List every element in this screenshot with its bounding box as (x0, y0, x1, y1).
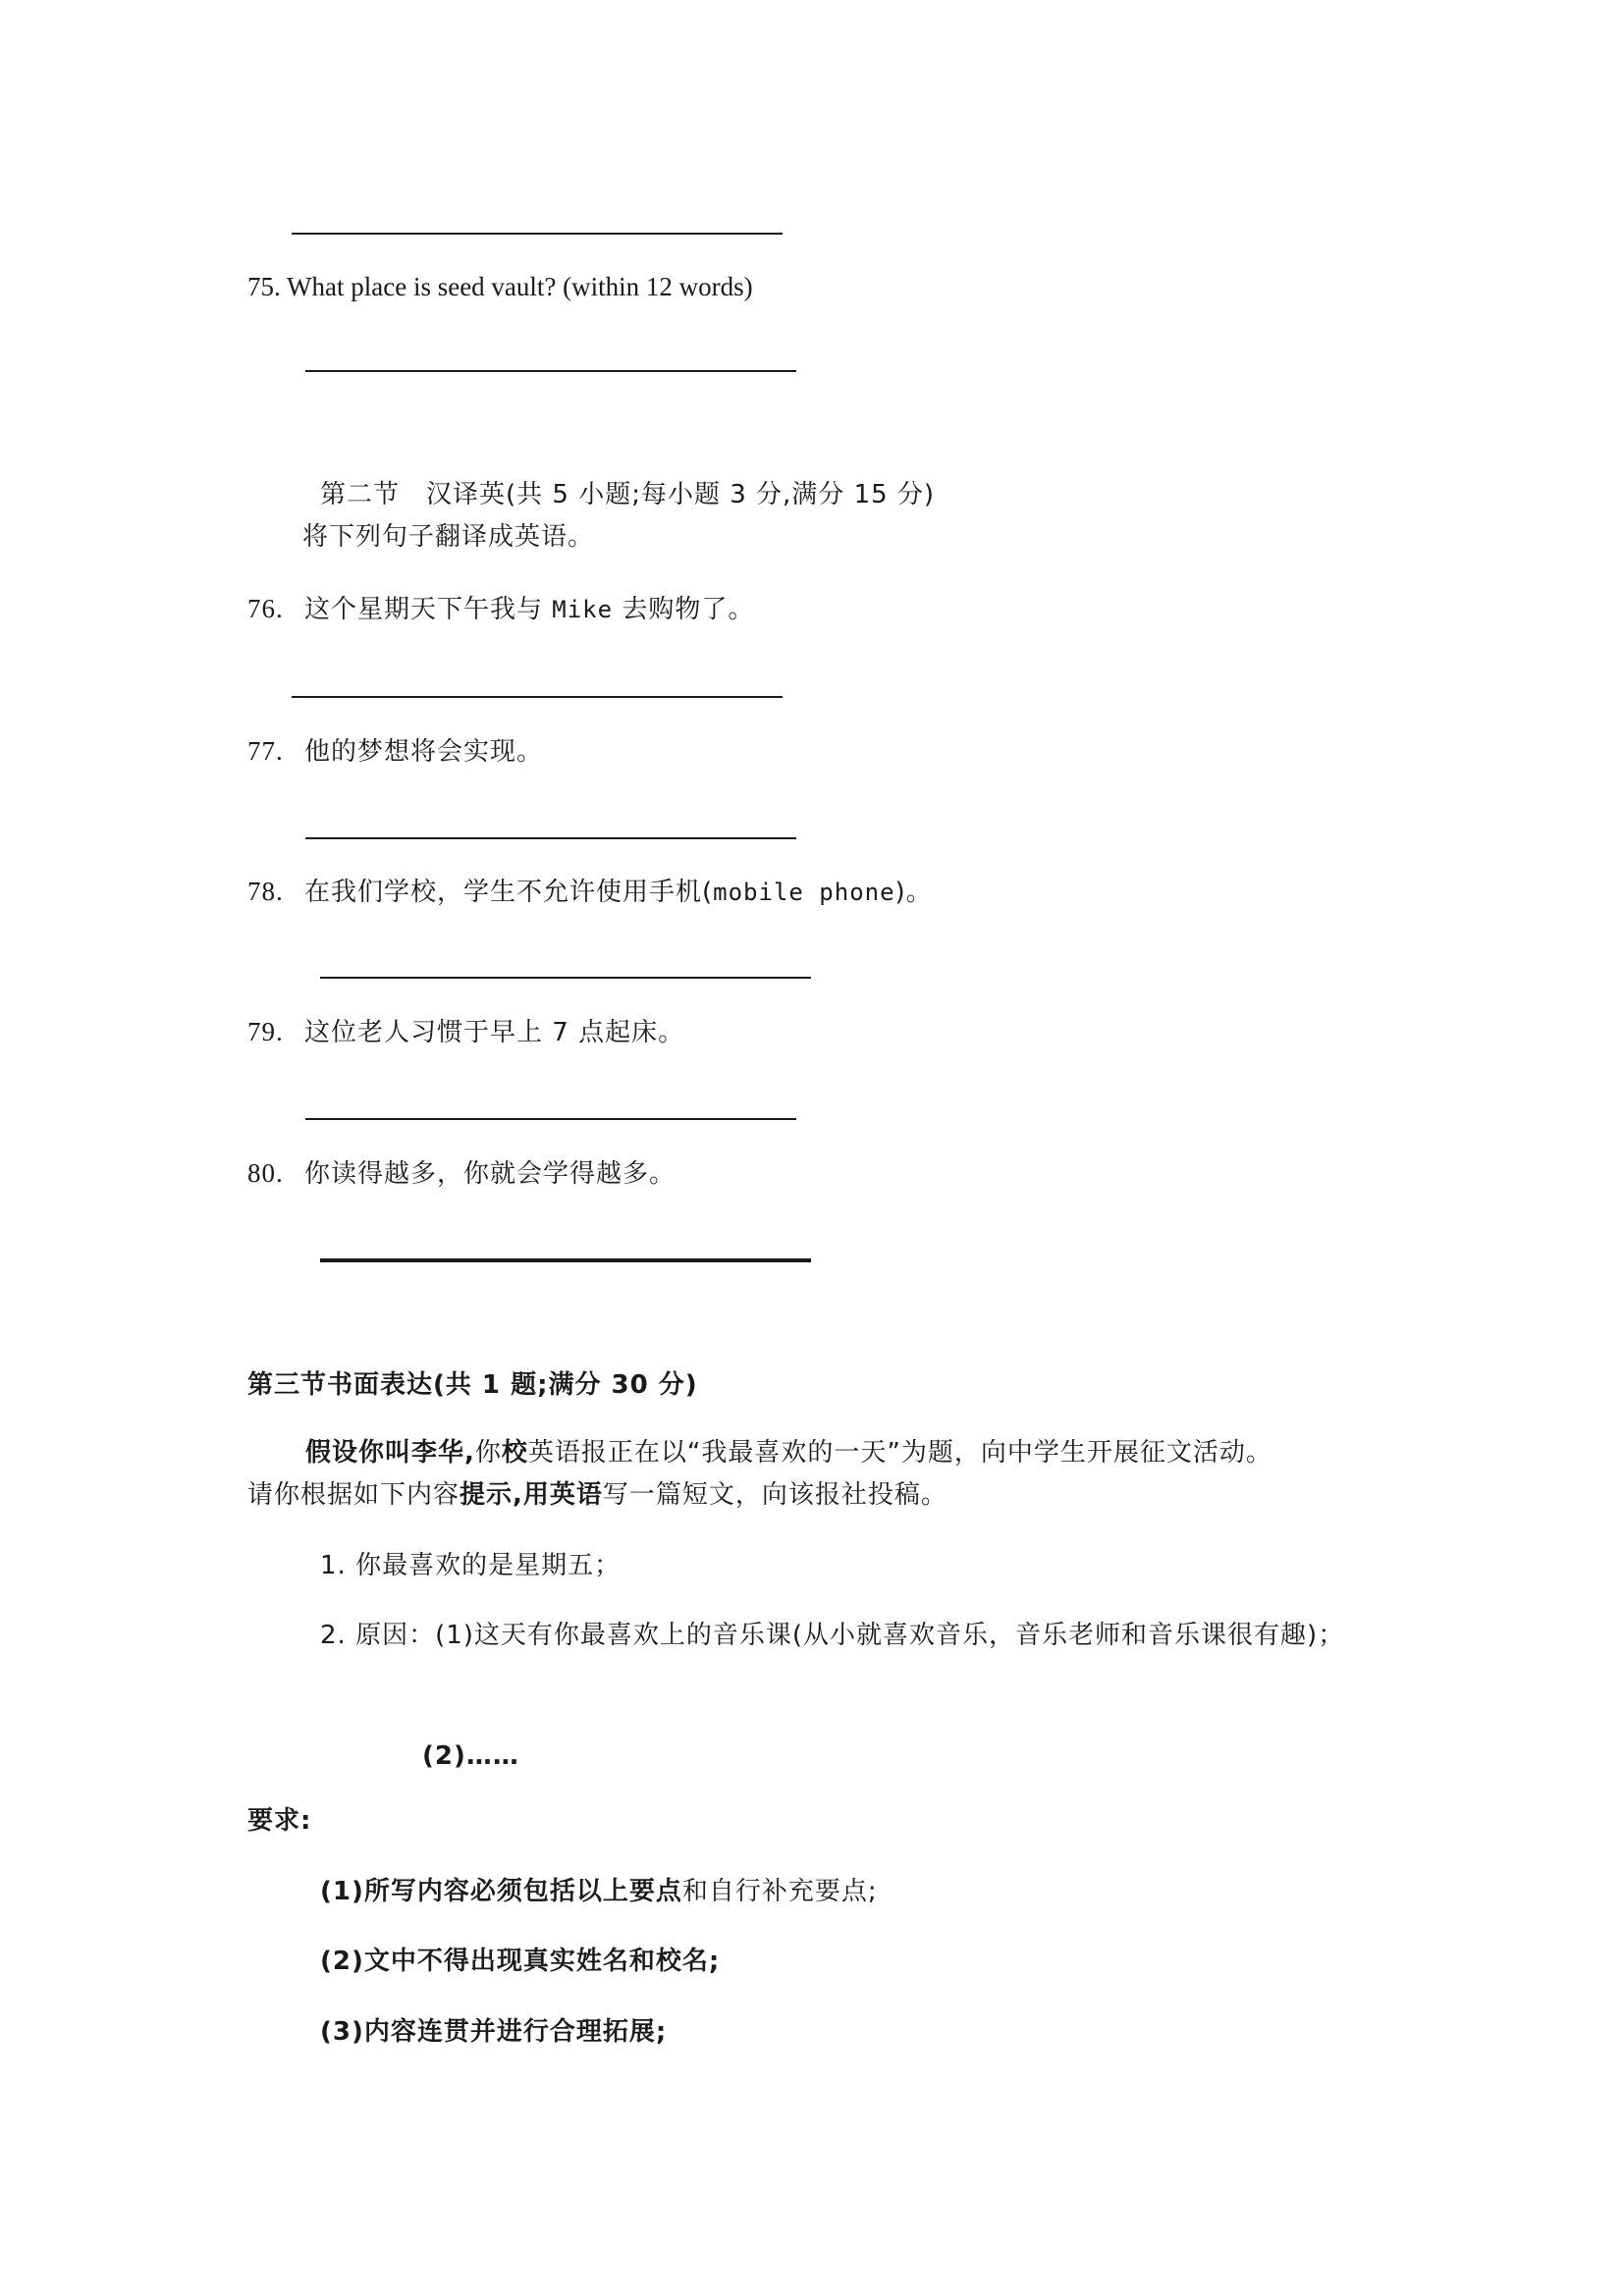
answer-line-75[interactable] (305, 370, 796, 372)
writing-prompt-line-1 (305, 1436, 1272, 1469)
question-number: 79. (247, 1017, 284, 1046)
content-point-1: 1. 你最喜欢的是星期五； (320, 1551, 622, 1580)
question-text-part: 去购物了。 (613, 595, 755, 624)
question-text: 你读得越多，你就会学得越多。 (304, 1159, 677, 1189)
answer-line-76[interactable] (292, 696, 783, 698)
question-text-part: 这个星期天下午我与 (304, 595, 553, 624)
requirement-3: (3)内容连贯并进行合理拓展; (320, 2017, 668, 2047)
requirement-text: 和自行补充要点; (681, 1877, 878, 1906)
question-number: 76. (247, 594, 284, 623)
prompt-text: 请你根据如下内容 (247, 1480, 460, 1510)
answer-line-80[interactable] (320, 1258, 811, 1262)
requirements-label: 要求: (247, 1806, 312, 1836)
question-number: 77. (247, 736, 284, 766)
prompt-text: 写一篇短文，向该报社投稿。 (602, 1480, 947, 1510)
question-text: 这位老人习惯于早上 7 点起床。 (304, 1018, 685, 1047)
question-number: 80. (247, 1158, 284, 1188)
answer-line-78[interactable] (320, 977, 811, 979)
requirement-2: (2)文中不得出现真实姓名和校名; (320, 1947, 721, 1976)
content-point-2-sub: (2)…… (422, 1741, 519, 1771)
question-number: 75. (247, 272, 281, 301)
question-text: 他的梦想将会实现。 (304, 737, 544, 767)
question-number: 78. (247, 877, 284, 906)
answer-line-74[interactable] (292, 233, 783, 235)
question-80 (247, 1156, 676, 1191)
prompt-bold: 假设你叫李华, (305, 1438, 475, 1468)
requirement-bold: (1)所写内容必须包括以上要点 (320, 1877, 682, 1906)
prompt-text: 英语报正在以“我最喜欢的一天”为题，向中学生开展征文活动。 (527, 1438, 1272, 1468)
answer-line-77[interactable] (305, 837, 796, 839)
prompt-bold: 校 (501, 1438, 528, 1468)
requirement-1 (320, 1875, 878, 1908)
question-text: What place is seed vault? (within 12 words) (287, 272, 753, 301)
section-2-heading: 第二节 汉译英(共 5 小题;每小题 3 分,满分 15 分) (320, 480, 936, 509)
section-2-instruction: 将下列句子翻译成英语。 (302, 522, 595, 552)
prompt-bold: 提示,用英语 (460, 1480, 603, 1510)
section-3-heading: 第三节书面表达(共 1 题;满分 30 分) (247, 1370, 698, 1400)
writing-prompt-line-2 (247, 1478, 947, 1512)
answer-line-79[interactable] (305, 1118, 796, 1120)
question-79 (247, 1015, 684, 1049)
question-78 (247, 875, 933, 909)
question-77 (247, 734, 543, 769)
question-text-part: 在我们学校，学生不允许使用手机( (304, 878, 714, 907)
question-76 (247, 592, 754, 626)
question-code-word: mobile phone (713, 879, 895, 906)
question-text-part: )。 (894, 878, 933, 907)
prompt-text: 你 (474, 1438, 502, 1468)
question-75 (247, 270, 753, 303)
content-point-2: 2. 原因：(1)这天有你最喜欢上的音乐课(从小就喜欢音乐，音乐老师和音乐课很有趣)； (320, 1621, 1345, 1650)
question-code-word: Mike (552, 596, 614, 623)
